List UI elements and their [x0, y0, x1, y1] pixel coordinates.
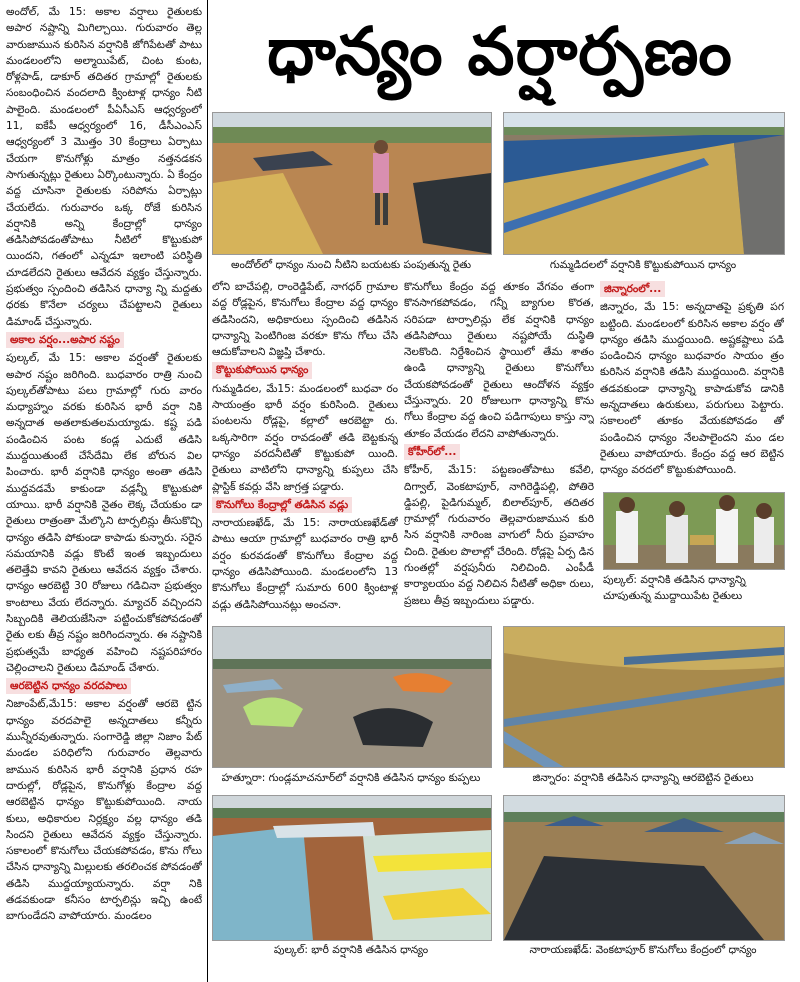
- photo-flooded-grain: [212, 795, 492, 941]
- photo-farmer-sweeping: [212, 112, 492, 255]
- subheading-arabettina: ఆరబెట్టిన ధాన్యం వరదపాలు: [6, 678, 131, 694]
- caption-photo-4: హత్నూరా: గుండ్లమాచనూర్‌లో వర్షానికి తడిసిన ధాన్యం కుప్పలు: [221, 772, 481, 784]
- farmers-group-photo: [604, 493, 784, 569]
- left-article-column: [6, 4, 202, 980]
- road-grain-tarp-photo: [504, 113, 784, 254]
- photo-wet-heaps: [212, 626, 492, 768]
- drying-grain-photo: [504, 627, 784, 767]
- covered-heaps-photo: [504, 796, 784, 940]
- subheading-kottukupoyina: కొట్టుకుపోయిన ధాన్యం: [212, 362, 312, 378]
- caption-photo-6: పుల్కల్: భారీ వర్షానికి తడిసిన ధాన్యం: [273, 944, 429, 956]
- subheading-konugolu-kendralu: కొనుగోలు కేంద్రాల్లో తడిసిన వడ్లు: [212, 497, 352, 513]
- column-divider: [207, 0, 208, 982]
- farmer-sweeping-grain-photo: [213, 113, 491, 254]
- article-col3-intro: కొనుగోలు కేంద్రం వద్ద తూకం వేగవం తంగా కొనసాగకపోవడం, గన్నీ బ్యాగుల కొరత, సరిపడా టార్పాలిన్లు లేక వర్షానికి ధాన్యం తడిసిపోయి రైతులు నష్టపోయే దుస్థితి నెలకొంది. నిర్దేశించిన స్థాయిలో తేమ శాతం ఉండి ధాన్యాన్ని రైతులు కొనుగోలు చేయకపోవడంతో రైతులు ఆందోళన వ్యక్తం చేస్తున్నారు. 20 రోజులుగా ధాన్యాన్ని కొను గోలు కేంద్రాల వద్ద ఉంచి పడిగాపులు కాస్తు న్నా తూకం వేయడం లేదని వాపోతున్నారు.: [404, 281, 594, 440]
- flooded-grain-photo: [213, 796, 491, 940]
- caption-photo-5: జిన్నారం: వర్షానికి తడిసిన ధాన్యాన్ని ఆరబెట్టిన రైతులు: [532, 772, 754, 784]
- caption-photo-1: అందోల్‌లో ధాన్యం నుంచి నీటిని బయటకు పంపుతున్న రైతు: [230, 259, 472, 271]
- subheading-jinnaram: జిన్నారంలో...: [600, 281, 665, 297]
- wet-grain-heaps-photo: [213, 627, 491, 767]
- article-column-2: [212, 279, 398, 619]
- article-column-4: [600, 279, 784, 489]
- photo-road-grain: [503, 112, 785, 255]
- article-col2-intro: లోని బాచేపల్లి, రాంరెడ్డిపేట్, నాగధర్ గ్రామాల వద్ద రోడ్లపైన, కొనుగోలు కేంద్రాల వద్ద ధాన్యం తడిసిందని, అధికారులు స్పందించి తడిసిన ధాన్యాన్ని పెంటిగింజ వరకూ కొను గోలు చేసి ఆదుకోవాలని విజ్ఞప్తి చేశారు.: [212, 281, 398, 359]
- article-intro: అందోల్, మే 15: అకాల వర్షాలు రైతులకు అపార నష్టాన్ని మిగిల్చాయి. గురువారం తెల్ల వారుజామున కురిసిన వర్షానికి జోగిపేటతో పాటు మండలంలోని అల్మాయిపేట్, చింట కుంట, రోళ్లపాడ్, డాకూర్ తదితర గ్రామాల్లో రైతులకు సంబంధించిన వందలాది క్వింటాళ్ల ధాన్యం నీటి పాలైంది. మండలంలో పీఏసీఎస్ ఆధ్వర్యంలో 11, ఐకేపీ ఆధ్వర్యంలో 16, డీసీఎంఎస్ ఆధ్వర్యంలో 3 మొత్తం 30 కేంద్రాలు ఏర్పాటు చేయగా కొనుగోళ్లు మాత్రం నత్తనడకన సాగుతున్నట్లు రైతులు ఏర్కొంటున్నారు. ఏ కేంద్రం వద్ద చూసినా రైతులకు సరిపోను ఏర్పాట్లు చేయలేదు. గురువారం ఒక్క రోజే కురిసిన వర్షానికి అన్ని కేంద్రాల్లో ధాన్యం తడిసిపోవడంతోపాటు నీటిలో కొట్టుకుపో యిందని, గతంలో ఎన్నడూ ఇలాంటి పరిస్థితి చూడలేదని రైతులు ఆవేదన వ్యక్తం చేస్తున్నారు. ప్రభుత్వం స్పందించి తడిసిన ధాన్యా న్ని మద్దతు ధరకు కొనేలా చర్యలు చేపట్టాలని రైతులు డిమాండ్ చేస్తున్నారు.: [6, 6, 202, 328]
- photo-covered-heaps: [503, 795, 785, 941]
- subheading-kohir: కోహీర్‌లో...: [404, 444, 460, 460]
- article-gummadidala: గుమ్మడిదల, మే15: మండలంలో బుధవా రం సాయంత్రం భారీ వర్షం కురిసింది. రైతులు పంటలను రోడ్లపై, కల్లాలో ఆరబెట్టా రు. ఒక్కసారిగా వర్షం రావడంతో తడి బెట్టకున్న ధాన్యం వరదనీటితో కొట్టుకుపో యింది. రైతులు వాటిలోని ధాన్యాన్ని కుప్పలు చేసి ప్లాస్టిక్ కవర్లు వేసి జాగ్రత్త పడ్డారు.: [212, 382, 398, 493]
- article-nizampet: నిజాంపేట్,మే15: అకాల వర్షంతో ఆరబె ట్టిన ధాన్యం వరదపాలై అన్నదాతలు కన్నీరు మున్నీరవుతున్నారు. సంగారెడ్డి జిల్లా నిజాం పేట్ మండల పరిధిలోని గురువారం తెల్లవారు జామున కురిసిన భారీ వర్షానికి ప్రధాన రహ దారుల్లో, రోడ్లపైన, కొనుగోళ్లు కేంద్రాల వద్ద ఆరబెట్టిన ధాన్యం కొట్టుకుపోయింది. నాయ కులు, అధికారుల నిర్లక్ష్యం వల్ల ధాన్యం తడి సిందని రైతులు ఆవేదన వ్యక్తం చేస్తున్నారు. సకాలంలో కొనుగోలు చేయకపోవడం, కొను గోలు చేసిన ధాన్యాన్ని మిల్లులకు తరలించక పోవడంతో తడిసి ముద్దయ్యాయన్నారు. వర్షా నికి తడవకుండా కనీసం టార్పలిన్లు ఇచ్చి ఉంటే బాగుండేదని వాపోయారు. మండలం: [6, 698, 202, 923]
- article-narayankhed: నారాయణఖేడ్, మే 15: నారాయణఖేడ్‌తో పాటు ఆయా గ్రామాల్లో బుధవారం రాత్రి భారీ వర్షం కురవడంతో కొనుగోలు కేంద్రాల వద్ద ధాన్యం తడిసిపోయింది. మండలంలోని 13 కొనుగోలు కేంద్రాల్లో సుమారు 600 క్వింటాళ్ల వడ్లు తడిసిపోయినట్లు అంచనా.: [212, 517, 398, 611]
- photo-farmers-group: [603, 492, 785, 570]
- caption-photo-2: గుమ్మడిదలలో వర్షానికి కొట్టుకుపోయిన ధాన్యం: [549, 259, 737, 271]
- article-jinnaram: జిన్నారం, మే 15: అన్నదాతపై ప్రకృతి పగ బట్టింది. మండలంలో కురిసిన అకాల వర్షం తో ధాన్యం తడిసి ముద్దయింది. అష్టకష్టాలు పడి పండించిన ధాన్యం బుధవారం సాయం త్రం కురిసిన వర్షానికి తడిసి ముద్దయింది. వర్షానికి తడవకుండా ధాన్యాన్ని కాపాడుకోవ డానికి అన్నదాతలు ఉరుకులు, పరుగులు పెట్టారు. సకాలంలో తూకం వేయకపోవడం తో పండించిన ధాన్యం నేలపాలైందని మం డల రైతులు వాపోయారు. కేంద్రం వద్ద ఆర బెట్టిన ధాన్యం వరదలో కొట్టుకుపోయింది.: [600, 301, 784, 477]
- subheading-akala-varsham: అకాల వర్షం...అపార నష్టం: [6, 332, 124, 348]
- article-kohir: కోహీర్, మే15: పట్టణంతోపాటు కవేలి, దిగ్వాల్, వెంకటాపూర్, నాగిరెడ్డిపల్లి, పోతిరె డ్డిపల్లి, పైడిగుమ్మల్, బిలాల్‌పూర్, తదితర గ్రామాల్లో గురువారం తెల్లవారుజామున కురి సిన వర్షానికి నారింజ వాగులో నీరు ప్రవాహం చింది. రైతుల పొలాల్లో చేరింది. రోడ్లపై ఏర్ప డిన గుంతల్లో వర్షపునీరు నిలిచింది. ఎంపీడీ కార్యాలయం వద్ద నిలిచిన నీటితో అధికా రులు, ప్రజలు తీవ్ర ఇబ్బందులు పడ్డారు.: [404, 464, 594, 607]
- caption-photo-3: పుల్కల్: వర్షానికి తడిసిన ధాన్యాన్ని చూపుతున్న ముద్దాయిపేట రైతులు: [603, 574, 746, 602]
- article-column-3: [404, 279, 594, 619]
- article-pulkal: పుల్కల్, మే 15: అకాల వర్షంతో రైతులకు అపార నష్టం జరిగింది. బుధవారం రాత్రి నుంచి పుల్కల్‌తోపాటు పలు గ్రామాల్లో గురు వారం మధ్యాహ్నం వరకు కురిసిన భారీ వర్షా నికి అన్నదాత అతలాకుతలమయ్యాడు. కష్ట పడి పండించిన పంట కండ్ల ఎదుటే తడిసి ముద్దయితుంటే చేసేదేమి లేక బోరున విల పించారు. భారీ వర్షానికి ధాన్యం అంతా తడిసి ముద్దవడమే కాకుండా వడ్లన్నీ కొట్టుకుపో యాయి. భారీ వర్షానికి నైతం లెక్క చేయకుం డా రైతులు రాత్రంతా మేల్కొని టార్పలిన్లు తీసుకొచ్చి ధాన్యం తడిసి పోకుండా కాపాడు కున్నారు. సరైన సమయానికి వడ్లు కొంటే ఇంత ఇబ్బందులు తలెత్తేవి కావని రైతులు ఆవేదన వ్యక్తం చేశారు. ధాన్యం ఆరబెట్టి 30 రోజులు గడిచినా ప్రభుత్వం కాంటాలు వేయ లేదన్నారు. మ్యాచర్ వచ్చిందని సిబ్బందికి తెలియజేసినా పట్టించుకోకపోవడంతో రైతు లకు తీవ్ర నష్టం జరిగిందన్నారు. ఈ నష్టానికి ప్రభుత్వమే బాధ్యత వహించి నష్టపరిహారం చెల్లించాలని రైతులు డిమాండ్ చేశారు.: [6, 352, 202, 674]
- photo-drying-grain: [503, 626, 785, 768]
- page-headline: ధాన్యం వర్షార్పణం: [267, 13, 733, 90]
- caption-photo-7: నారాయణఖేడ్: వెంకటాపూర్ కొనుగోలు కేంద్రంలో ధాన్యం: [529, 944, 757, 956]
